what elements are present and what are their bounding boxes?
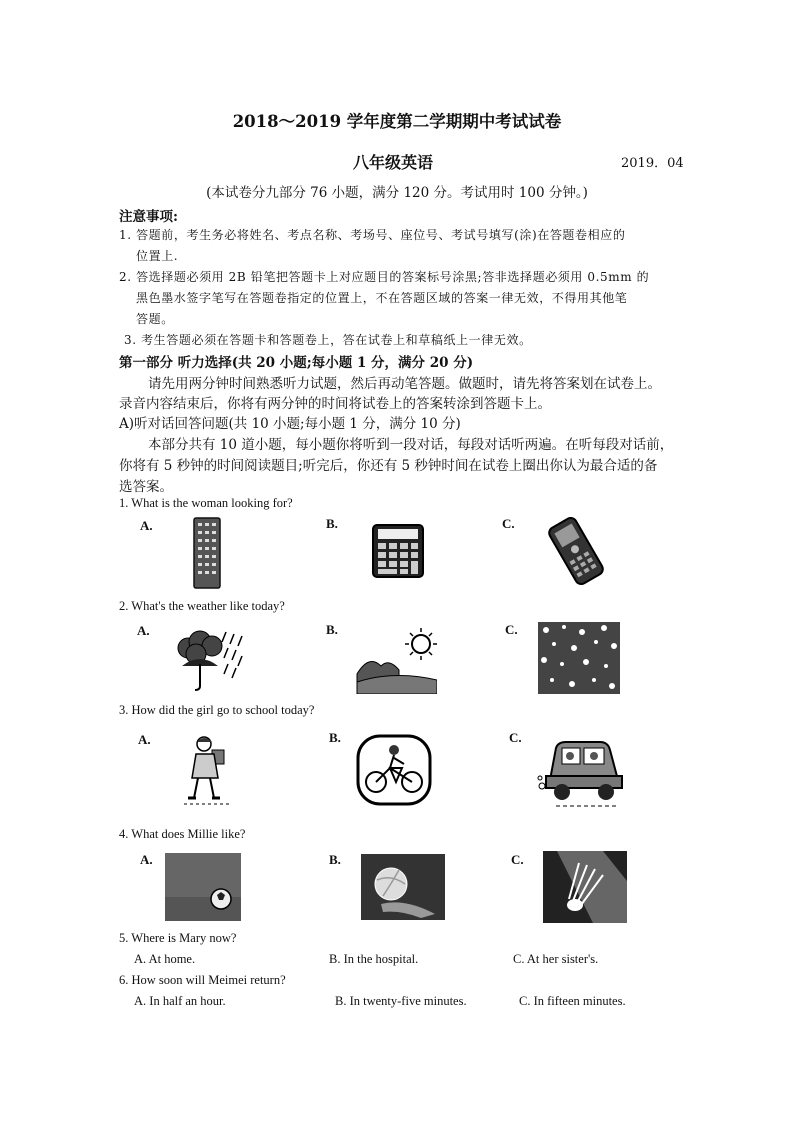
section-a-intro-line: 你将有 5 秒钟的时间阅读题目;听完后，你还有 5 秒钟时间在试卷上圈出你认为最合适的备 [119,458,658,474]
note-line: 3. 考生答题必须在答题卡和答题卷上，答在试卷上和草稿纸上一律无效。 [124,333,532,347]
part1-intro-line: 请先用两分钟时间熟悉听力试题，然后再动笔答题。做题时，请先将答案划在试卷上。 [148,376,661,392]
part1-heading: 第一部分 听力选择(共 20 小题;每小题 1 分，满分 20 分) [119,355,474,371]
note-line: 位置上. [136,249,179,263]
note-line: 1. 答题前，考生务必将姓名、考点名称、考场号、座位号、考试号填写(涂)在答题卷相应的 [119,228,626,242]
car-driving-icon [536,734,626,808]
question-5-text: 5. Where is Mary now? [119,931,237,945]
volleyball-icon [361,854,445,920]
notes-heading: 注意事项: [119,209,178,225]
option-a-label: A. [138,732,151,747]
badminton-shuttlecock-icon [543,851,627,923]
option-c-label: C. [505,622,518,637]
subject-title: 八年级英语 [353,153,434,172]
remote-control-icon [193,517,221,589]
question-4-text: 4. What does Millie like? [119,827,246,841]
section-a-intro-line: 选答案。 [119,479,173,495]
answer-a: A. At home. [134,952,196,966]
exam-date: 2019．04 [621,156,684,171]
option-c-label: C. [502,516,515,531]
rainy-weather-icon [170,626,246,692]
note-line: 2. 答选择题必须用 2B 铅笔把答题卡上对应题目的答案标号涂黑;答非选择题必须用 0.5mm 的 [119,270,650,284]
option-a-label: A. [140,852,153,867]
girl-walking-icon [182,734,234,806]
option-b-label: B. [326,516,338,531]
calculator-icon [371,523,425,579]
exam-info: (本试卷分九部分 76 小题，满分 120 分。考试用时 100 分钟。) [206,185,588,201]
snowy-weather-icon [538,622,620,694]
answer-b: B. In the hospital. [329,952,419,966]
note-line: 黑色墨水签字笔写在答题卷指定的位置上，不在答题区域的答案一律无效，不得用其他笔 [136,291,628,305]
football-icon [165,853,241,921]
option-b-label: B. [329,852,341,867]
question-3-text: 3. How did the girl go to school today? [119,703,315,717]
sunny-weather-icon [355,626,437,694]
section-a-heading: A)听对话回答问题(共 10 小题;每小题 1 分，满分 10 分) [119,416,461,432]
answer-c: C. In fifteen minutes. [519,994,626,1008]
option-a-label: A. [140,518,153,533]
answer-b: B. In twenty-five minutes. [335,994,467,1008]
section-a-intro-line: 本部分共有 10 道小题，每小题你将听到一段对话，每段对话听两遍。在听每段对话前， [148,437,674,453]
answer-c: C. At her sister's. [513,952,599,966]
option-a-label: A. [137,623,150,638]
note-line: 答题。 [136,312,174,326]
question-1-text: 1. What is the woman looking for? [119,496,293,510]
mobile-phone-icon [546,517,606,585]
question-6-text: 6. How soon will Meimei return? [119,973,286,987]
answer-a: A. In half an hour. [134,994,226,1008]
option-b-label: B. [329,730,341,745]
option-c-label: C. [509,730,522,745]
exam-title: 2018～2019 学年度第二学期期中考试试卷 [232,112,562,131]
question-2-text: 2. What's the weather like today? [119,599,285,613]
option-b-label: B. [326,622,338,637]
part1-intro-line: 录音内容结束后，你将有两分钟的时间将试卷上的答案转涂到答题卡上。 [119,396,551,412]
option-c-label: C. [511,852,524,867]
bicycle-riding-icon [356,734,432,806]
